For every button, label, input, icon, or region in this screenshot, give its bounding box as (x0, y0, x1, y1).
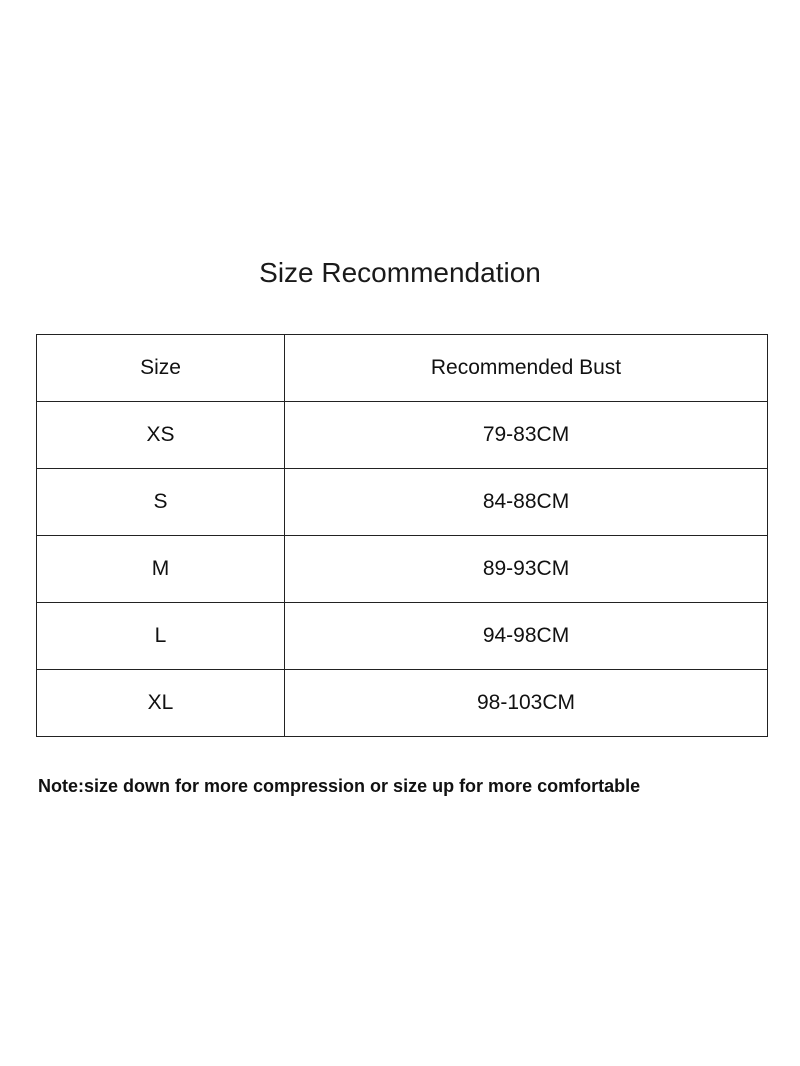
size-cell: XS (37, 402, 285, 469)
table-row (37, 469, 768, 536)
size-cell: S (37, 469, 285, 536)
header-recommended-bust: Recommended Bust (285, 335, 768, 402)
table-row (37, 603, 768, 670)
bust-cell: 98-103CM (285, 670, 768, 737)
size-cell: L (37, 603, 285, 670)
table-row (37, 536, 768, 603)
size-cell: XL (37, 670, 285, 737)
sizing-note: Note:size down for more compression or size up for more comfortable (38, 776, 641, 796)
size-table (36, 334, 768, 737)
page-title: Size Recommendation (259, 257, 541, 288)
bust-cell: 94-98CM (285, 603, 768, 670)
size-cell: M (37, 536, 285, 603)
bust-cell: 84-88CM (285, 469, 768, 536)
bust-cell: 79-83CM (285, 402, 768, 469)
bust-cell: 89-93CM (285, 536, 768, 603)
table-row (37, 402, 768, 469)
table-header-row (37, 335, 768, 402)
header-size: Size (37, 335, 285, 402)
table-row (37, 670, 768, 737)
